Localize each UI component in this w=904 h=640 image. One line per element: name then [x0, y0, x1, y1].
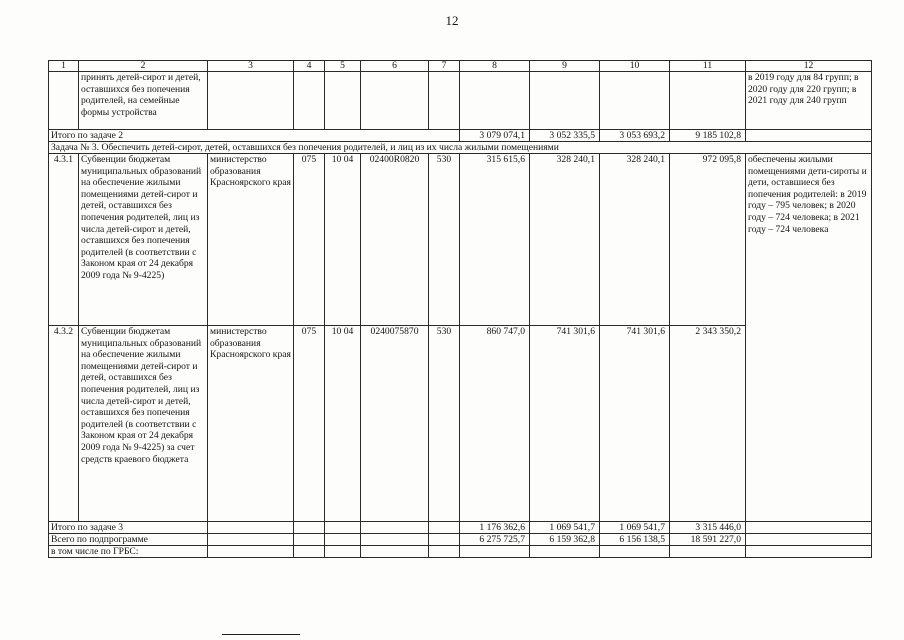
row-code: 4.3.2 [49, 326, 79, 522]
executor: министерство образования Красноярского края [208, 326, 294, 522]
task3-header-row [49, 142, 872, 154]
task-header: Задача № 3. Обеспечить детей-сирот, детей, оставшихся без попечения родителей, и лиц из их числа жилыми помещениями [49, 142, 872, 154]
amount-2021: 741 301,6 [600, 326, 670, 522]
column-number: 2 [79, 61, 208, 72]
total-2021: 6 156 138,5 [600, 534, 670, 546]
column-number: 10 [600, 61, 670, 72]
column-number: 7 [429, 61, 460, 72]
total-sum: 18 591 227,0 [670, 534, 746, 546]
csr-code: 0240075870 [361, 326, 429, 522]
total-subprogram-row [49, 534, 872, 546]
amount-total: 2 343 350,2 [670, 326, 746, 522]
column-number: 9 [530, 61, 600, 72]
column-number: 11 [670, 61, 746, 72]
csr-code: 02400R0820 [361, 154, 429, 326]
column-number: 4 [294, 61, 325, 72]
column-number: 6 [361, 61, 429, 72]
column-number: 8 [460, 61, 530, 72]
footnote-separator [222, 634, 300, 635]
including-label: в том числе по ГРБС: [49, 546, 208, 558]
total-2021: 3 053 693,2 [600, 130, 670, 142]
total-label: Итого по задаче 3 [49, 522, 208, 534]
total-2020: 6 159 362,8 [530, 534, 600, 546]
amount-2020: 741 301,6 [530, 326, 600, 522]
activity-name: Субвенции бюджетам муниципальных образований на обеспечение жилыми помещениями детей-сирот и детей, оставшихся без попечения родителей, лиц из числа детей-сирот и детей, оставшихся без попечения родителей (в соответствии с Законом края от 24 декабря 2009 года № 9-4225) за счет средств краевого бюджета [79, 326, 208, 522]
total-sum: 3 315 446,0 [670, 522, 746, 534]
total-label: Итого по задаче 2 [49, 130, 460, 142]
activity-name: Субвенции бюджетам муниципальных образований на обеспечение жилыми помещениями детей-сирот и детей, оставшихся без попечения родителей, лиц из числа детей-сирот и детей, оставшихся без попечения родителей (в соответствии с Законом края от 24 декабря 2009 года № 9-4225) [79, 154, 208, 326]
column-number: 1 [49, 61, 79, 72]
executor: министерство образования Красноярского края [208, 154, 294, 326]
column-number: 5 [325, 61, 361, 72]
amount-2019: 315 615,6 [460, 154, 530, 326]
page-number: 12 [445, 13, 459, 28]
amount-2019: 860 747,0 [460, 326, 530, 522]
total-2019: 3 079 074,1 [460, 130, 530, 142]
amount-2021: 328 240,1 [600, 154, 670, 326]
vr-code: 530 [429, 326, 460, 522]
rzpr-code: 10 04 [325, 326, 361, 522]
total-task3-row [49, 522, 872, 534]
expected-result: обеспечены жилыми помещениями дети-сироты и дети, оставшиеся без попечения родителей: в 2019 году – 795 человек; в 2020 году – 724 человека; в 2021 году – 724 человека [746, 154, 872, 522]
total-2019: 6 275 725,7 [460, 534, 530, 546]
total-sum: 9 185 102,8 [670, 130, 746, 142]
budget-table [48, 60, 872, 558]
total-task2-row [49, 130, 872, 142]
table-row [49, 154, 872, 326]
total-2019: 1 176 362,6 [460, 522, 530, 534]
amount-total: 972 095,8 [670, 154, 746, 326]
activity-name: принять детей-сирот и детей, оставшихся без попечения родителей, на семейные формы устройства [79, 72, 208, 130]
grbs-code: 075 [294, 154, 325, 326]
column-number: 3 [208, 61, 294, 72]
rzpr-code: 10 04 [325, 154, 361, 326]
column-number: 12 [746, 61, 872, 72]
including-grbs-row [49, 546, 872, 558]
vr-code: 530 [429, 154, 460, 326]
continued-activity-row [49, 72, 872, 130]
total-2020: 3 052 335,5 [530, 130, 600, 142]
grbs-code: 075 [294, 326, 325, 522]
row-code: 4.3.1 [49, 154, 79, 326]
amount-2020: 328 240,1 [530, 154, 600, 326]
expected-result: в 2019 году для 84 групп; в 2020 году для 220 групп; в 2021 году для 240 групп [746, 72, 872, 130]
total-2021: 1 069 541,7 [600, 522, 670, 534]
total-label: Всего по подпрограмме [49, 534, 208, 546]
total-2020: 1 069 541,7 [530, 522, 600, 534]
column-number-row [49, 61, 872, 72]
